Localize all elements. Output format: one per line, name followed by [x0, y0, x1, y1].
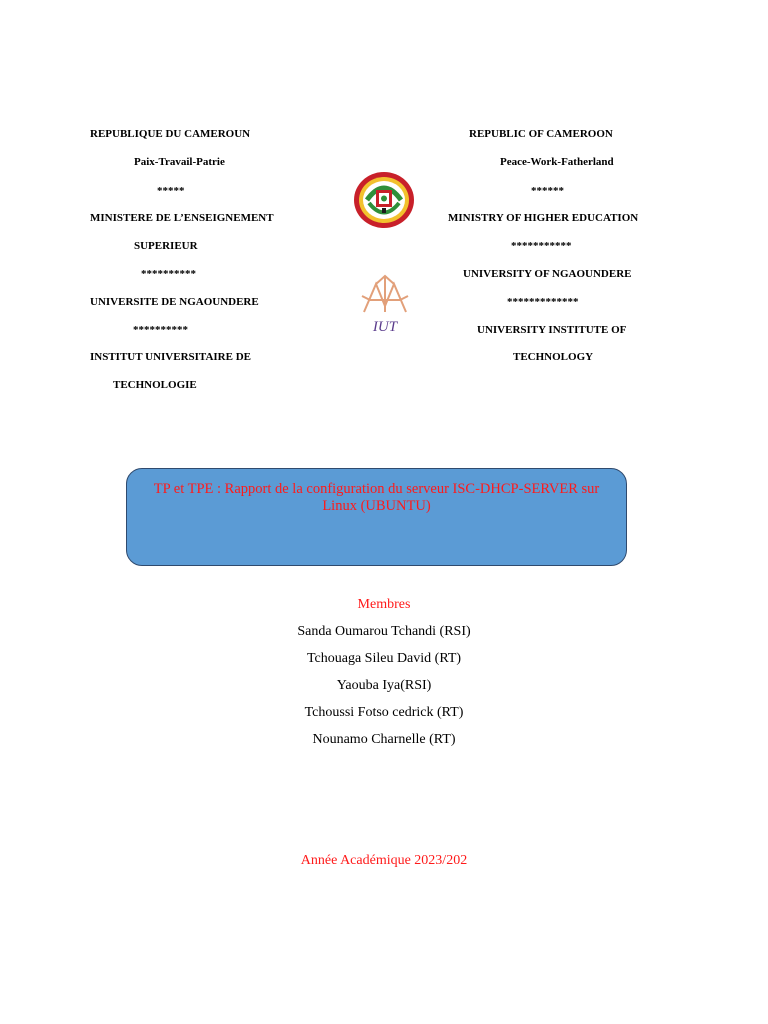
report-title-line1: TP et TPE : Rapport de la configuration du serveur ISC-DHCP-SERVER sur — [153, 481, 600, 497]
motto-en: Peace-Work-Fatherland — [500, 156, 614, 168]
ministry-fr-line2: SUPERIEUR — [134, 240, 198, 252]
separator: ****** — [531, 185, 564, 197]
separator: ************* — [507, 296, 579, 308]
iut-logo-text: IUT — [372, 319, 398, 334]
member-item: Tchoussi Fotso cedrick (RT) — [304, 705, 464, 720]
ministry-en: MINISTRY OF HIGHER EDUCATION — [448, 212, 639, 224]
country-en: REPUBLIC OF CAMEROON — [469, 128, 613, 140]
university-seal-icon — [352, 170, 416, 230]
report-title-box — [126, 468, 627, 566]
motto-fr: Paix-Travail-Patrie — [134, 156, 225, 168]
ministry-fr-line1: MINISTERE DE L’ENSEIGNEMENT — [90, 212, 274, 224]
institute-en-line2: TECHNOLOGY — [513, 351, 594, 363]
institute-fr-line1: INSTITUT UNIVERSITAIRE DE — [90, 351, 251, 363]
institute-fr-line2: TECHNOLOGIE — [113, 379, 197, 391]
university-en: UNIVERSITY OF NGAOUNDERE — [463, 268, 632, 280]
member-item: Tchouaga Sileu David (RT) — [306, 651, 462, 666]
institute-en-line1: UNIVERSITY INSTITUTE OF — [477, 324, 627, 336]
separator: ***** — [157, 185, 185, 197]
separator: *********** — [511, 240, 572, 252]
report-title-line2: Linux (UBUNTU) — [322, 498, 431, 514]
university-fr: UNIVERSITE DE NGAOUNDERE — [90, 296, 259, 308]
separator: ********** — [133, 324, 188, 336]
separator: ********** — [141, 268, 196, 280]
members-heading: Membres — [357, 597, 411, 612]
member-item: Sanda Oumarou Tchandi (RSI) — [297, 624, 471, 639]
academic-year: Année Académique 2023/202 — [300, 853, 468, 868]
member-item: Yaouba Iya(RSI) — [336, 678, 432, 693]
country-fr: REPUBLIQUE DU CAMEROUN — [90, 128, 251, 140]
iut-logo-icon — [356, 272, 414, 334]
member-item: Nounamo Charnelle (RT) — [312, 732, 456, 747]
